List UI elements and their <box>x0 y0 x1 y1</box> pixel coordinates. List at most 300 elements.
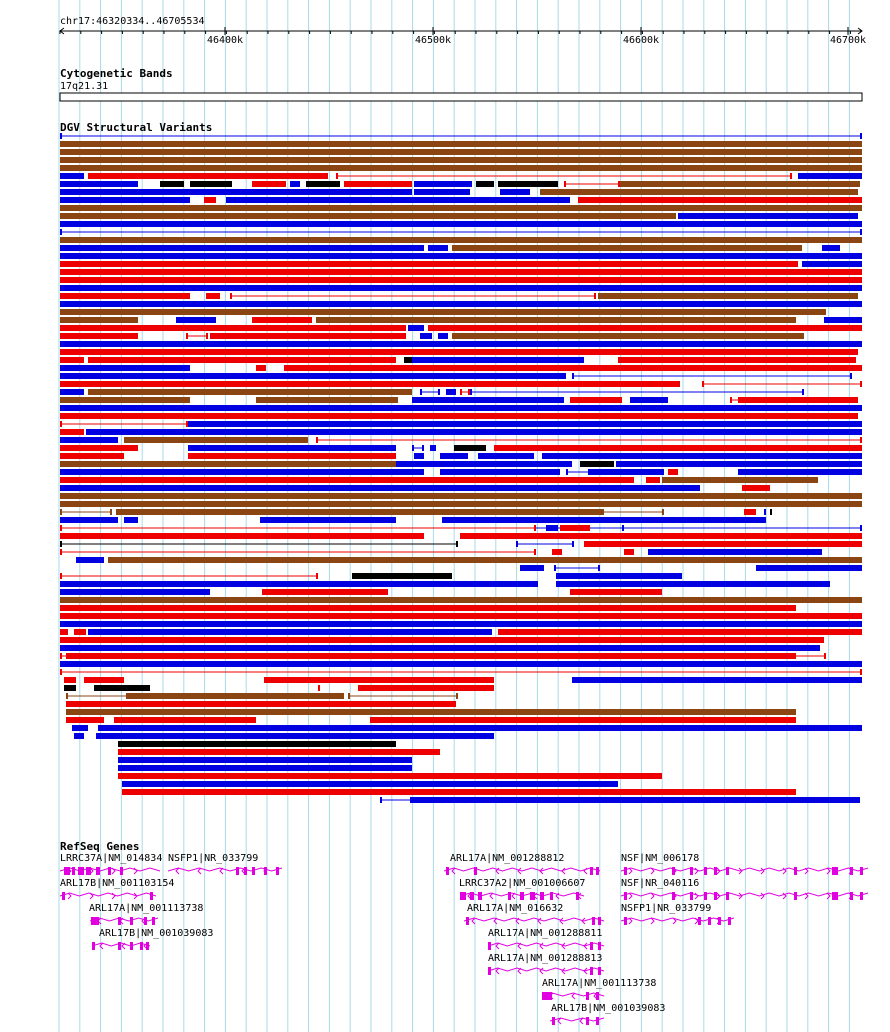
dgv-variant-cap <box>850 373 852 379</box>
cytoband-track-title[interactable]: Cytogenetic Bands <box>60 67 173 80</box>
dgv-variant <box>414 189 470 195</box>
dgv-variant <box>66 701 456 707</box>
dgv-variant <box>580 461 614 467</box>
dgv-variant-cap <box>534 549 536 555</box>
dgv-variant-cap <box>468 389 470 395</box>
dgv-variant <box>60 429 84 435</box>
dgv-variant <box>204 197 216 203</box>
gene-exon <box>152 917 155 925</box>
dgv-variant <box>552 549 562 555</box>
gene-strand-arrow <box>695 893 698 899</box>
dgv-variant-cap <box>790 173 792 179</box>
dgv-variant <box>648 549 822 555</box>
dgv-variant-cap <box>186 421 188 427</box>
dgv-variant <box>88 389 412 395</box>
dgv-variant-cap <box>206 333 208 339</box>
dgv-variant-cap <box>438 389 440 395</box>
gene-exon <box>598 942 601 950</box>
dgv-variant <box>802 261 862 267</box>
dgv-variant <box>452 333 804 339</box>
gene-intron <box>60 893 156 896</box>
gene-exon <box>446 867 449 875</box>
cytoband-bar <box>60 93 862 101</box>
gene-label[interactable]: NSFP1|NR_033799 <box>621 903 712 914</box>
dgv-variant <box>570 397 622 403</box>
dgv-variant <box>60 349 858 355</box>
gene-label[interactable]: NSFP1|NR_033799 <box>168 853 259 864</box>
dgv-variant <box>620 181 860 187</box>
dgv-variant <box>60 357 84 363</box>
dgv-variant <box>264 677 494 683</box>
dgv-variant-cap <box>380 797 382 803</box>
dgv-variant-cap <box>460 389 462 395</box>
dgv-variant <box>60 269 862 275</box>
dgv-variant <box>252 181 286 187</box>
dgv-variant-cap <box>60 525 62 531</box>
dgv-variant-cap <box>860 229 862 235</box>
gene-exon <box>726 867 729 875</box>
dgv-variant <box>60 245 424 251</box>
gene-strand-arrow <box>629 918 632 924</box>
dgv-variant <box>546 525 558 531</box>
gene-exon <box>552 1017 555 1025</box>
dgv-variant <box>742 485 770 491</box>
dgv-variant <box>60 237 862 243</box>
dgv-variant-cap <box>730 397 732 403</box>
dgv-variant <box>428 245 448 251</box>
dgv-variant <box>370 717 796 723</box>
dgv-variant-cap <box>316 437 318 443</box>
dgv-variant <box>440 453 468 459</box>
dgv-variant <box>404 357 412 363</box>
dgv-variant <box>60 381 680 387</box>
dgv-variant <box>74 629 86 635</box>
dgv-variant <box>572 677 862 683</box>
gene-exon <box>130 917 133 925</box>
dgv-variant <box>210 333 406 339</box>
dgv-variant <box>98 725 862 731</box>
dgv-variant <box>160 181 184 187</box>
gene-exon <box>728 917 731 925</box>
dgv-variant <box>118 765 412 771</box>
dgv-variant <box>60 597 862 603</box>
dgv-variant-cap <box>554 565 556 571</box>
dgv-variant-cap <box>186 333 188 339</box>
dgv-variant <box>290 181 300 187</box>
dgv-variant <box>60 581 538 587</box>
dgv-variant <box>88 629 492 635</box>
dgv-variant <box>430 445 436 451</box>
dgv-variant <box>578 197 862 203</box>
dgv-variant <box>630 397 668 403</box>
gene-exon <box>64 867 70 875</box>
dgv-variant <box>88 357 396 363</box>
dgv-variant <box>262 589 388 595</box>
gene-strand-arrow <box>629 868 632 874</box>
dgv-variant <box>60 301 862 307</box>
dgv-variant <box>306 181 340 187</box>
dgv-variant-cap <box>470 389 472 395</box>
gene-exon <box>690 867 693 875</box>
dgv-variant <box>72 725 88 731</box>
gene-strand-arrow <box>629 893 632 899</box>
dgv-variant <box>66 709 796 715</box>
dgv-variant <box>60 533 424 539</box>
dgv-variant <box>60 461 396 467</box>
gene-label[interactable]: ARL17A|NM_001288811 <box>488 928 603 939</box>
dgv-variant <box>60 221 862 227</box>
gene-exon <box>252 867 255 875</box>
dgv-variant-cap <box>66 693 68 699</box>
gene-exon <box>690 892 693 900</box>
cytoband-label: 17q21.31 <box>60 81 109 92</box>
dgv-variant <box>412 357 584 363</box>
dgv-variant-track[interactable] <box>60 133 862 803</box>
dgv-variant <box>60 605 796 611</box>
dgv-variant-cap <box>738 397 740 403</box>
dgv-variant <box>60 157 862 163</box>
dgv-variant <box>408 325 424 331</box>
gene-intron <box>444 868 600 871</box>
gene-exon <box>596 1017 599 1025</box>
gene-exon <box>704 867 707 875</box>
gene-exon <box>590 867 593 875</box>
gene-exon <box>598 967 601 975</box>
dgv-variant <box>420 333 432 339</box>
gene-label[interactable]: ARL17A|NM_016632 <box>467 903 564 914</box>
position-ruler[interactable] <box>60 27 862 35</box>
dgv-variant <box>60 173 84 179</box>
gene-exon <box>72 867 75 875</box>
dgv-variant <box>498 181 558 187</box>
gene-exon <box>550 892 553 900</box>
dgv-variant <box>188 421 862 427</box>
dgv-variant <box>176 317 216 323</box>
gene-intron <box>621 868 868 871</box>
gene-exon <box>794 892 797 900</box>
dgv-variant <box>88 173 328 179</box>
gene-exon <box>590 942 593 950</box>
dgv-variant <box>556 581 830 587</box>
gene-label[interactable]: NSF|NR_040116 <box>621 878 700 889</box>
dgv-variant <box>556 573 682 579</box>
dgv-variant <box>64 677 76 683</box>
gene-label[interactable]: ARL17A|NM_001288813 <box>488 953 603 964</box>
dgv-variant <box>60 341 862 347</box>
dgv-variant-cap <box>534 525 536 531</box>
dgv-variant-cap <box>572 373 574 379</box>
gene-strand-arrow <box>134 868 137 874</box>
dgv-variant-cap <box>824 653 826 659</box>
gene-label[interactable]: ARL17A|NM_001113738 <box>89 903 204 914</box>
dgv-variant <box>124 517 138 523</box>
dgv-variant-cap <box>60 509 62 515</box>
gene-exon <box>832 867 838 875</box>
dgv-variant <box>646 477 660 483</box>
dgv-variant <box>316 317 796 323</box>
gene-exon <box>794 867 797 875</box>
dgv-variant <box>500 189 530 195</box>
dgv-variant-cap <box>420 389 422 395</box>
ruler-tick-label: 46500k <box>414 35 452 46</box>
dgv-variant <box>624 549 634 555</box>
dgv-variant <box>478 453 534 459</box>
dgv-variant <box>96 733 494 739</box>
dgv-variant <box>60 661 862 667</box>
dgv-variant <box>344 181 412 187</box>
dgv-variant <box>590 469 664 475</box>
dgv-variant <box>438 333 448 339</box>
dgv-variant-cap <box>622 525 624 531</box>
dgv-variant <box>260 517 396 523</box>
gene-exon <box>596 867 599 875</box>
dgv-variant <box>60 253 862 259</box>
dgv-variant <box>668 469 678 475</box>
dgv-variant <box>60 645 820 651</box>
dgv-variant <box>60 141 862 147</box>
gene-exon <box>108 867 111 875</box>
dgv-variant <box>318 685 320 691</box>
dgv-variant <box>226 197 570 203</box>
gene-exon <box>120 867 123 875</box>
gene-exon <box>708 917 711 925</box>
gene-label[interactable]: LRRC37A|NM_014834 <box>60 853 163 864</box>
dgv-variant-cap <box>60 421 62 427</box>
gene-strand-arrow <box>112 893 115 899</box>
gene-exon <box>832 892 838 900</box>
dgv-variant <box>60 149 862 155</box>
gene-exon <box>704 892 707 900</box>
dgv-variant <box>84 677 124 683</box>
dgv-variant <box>60 477 634 483</box>
dgv-variant-cap <box>598 565 600 571</box>
gene-strand-arrow <box>68 893 71 899</box>
gene-label[interactable]: NSF|NM_006178 <box>621 853 700 864</box>
ruler-tick-label: 46400k <box>206 35 244 46</box>
dgv-variant <box>540 189 858 195</box>
dgv-variant <box>744 509 756 515</box>
gene-exon <box>508 892 511 900</box>
dgv-variant-cap <box>60 541 62 547</box>
dgv-variant <box>60 317 138 323</box>
dgv-variant-cap <box>410 797 412 803</box>
dgv-variant <box>60 165 862 171</box>
dgv-variant <box>60 637 824 643</box>
dgv-variant-cap <box>802 389 804 395</box>
dgv-variant <box>756 565 862 571</box>
gene-label[interactable]: ARL17B|NM_001039083 <box>99 928 214 939</box>
dgv-variant <box>822 245 840 251</box>
gene-exon <box>624 892 627 900</box>
dgv-variant <box>284 365 862 371</box>
dgv-variant <box>76 557 104 563</box>
dgv-variant <box>60 589 210 595</box>
gene-exon <box>150 892 153 900</box>
dgv-variant <box>60 325 406 331</box>
gene-exon <box>540 892 544 900</box>
dgv-variant <box>118 757 412 763</box>
dgv-variant <box>798 173 862 179</box>
dgv-variant <box>454 445 486 451</box>
dgv-variant-cap <box>662 509 664 515</box>
dgv-variant <box>60 285 862 291</box>
dgv-variant <box>824 317 862 323</box>
dgv-variant <box>118 741 396 747</box>
dgv-variant <box>446 389 456 395</box>
dgv-variant-cap <box>702 381 704 387</box>
dgv-variant <box>60 517 118 523</box>
dgv-variant-cap <box>60 653 62 659</box>
gene-exon <box>590 967 593 975</box>
gene-exon <box>586 1017 589 1025</box>
dgv-variant-cap <box>588 469 590 475</box>
dgv-variant-cap <box>60 229 62 235</box>
dgv-variant <box>60 277 862 283</box>
dgv-variant <box>66 653 796 659</box>
dgv-variant <box>60 629 68 635</box>
dgv-variant <box>618 357 856 363</box>
dgv-variant-cap <box>618 181 620 187</box>
gene-label[interactable]: LRRC37A2|NM_001006607 <box>459 878 586 889</box>
gene-label[interactable]: ARL17A|NM_001288812 <box>450 853 565 864</box>
dgv-variant-cap <box>594 293 596 299</box>
dgv-variant-cap <box>516 541 518 547</box>
gene-intron <box>621 893 868 896</box>
dgv-variant <box>584 541 862 547</box>
dgv-variant <box>412 397 564 403</box>
dgv-variant <box>60 333 138 339</box>
dgv-variant <box>206 293 220 299</box>
gene-exon <box>586 992 589 1000</box>
dgv-variant-cap <box>126 693 128 699</box>
refseq-gene-track[interactable] <box>60 867 868 1025</box>
gene-exon <box>276 867 279 875</box>
dgv-variant <box>188 453 396 459</box>
dgv-variant <box>118 773 662 779</box>
gene-exon <box>624 867 627 875</box>
gene-exon <box>592 917 595 925</box>
dgv-variant <box>94 685 150 691</box>
gene-strand-arrow <box>562 868 565 874</box>
dgv-variant <box>118 749 440 755</box>
gene-exon <box>96 867 100 875</box>
dgv-variant <box>396 461 572 467</box>
dgv-variant <box>86 429 862 435</box>
dgv-variant <box>60 205 862 211</box>
gene-strand-arrow <box>761 893 764 899</box>
dgv-variant <box>60 445 138 451</box>
dgv-variant <box>442 517 766 523</box>
dgv-variant <box>122 789 796 795</box>
dgv-variant <box>60 189 412 195</box>
dgv-variant <box>116 509 602 515</box>
dgv-variant-cap <box>456 693 458 699</box>
dgv-variant-cap <box>602 509 604 515</box>
gene-exon <box>598 917 601 925</box>
dgv-variant <box>60 437 118 443</box>
dgv-variant <box>60 493 862 499</box>
gene-label[interactable]: ARL17A|NM_001113738 <box>542 978 657 989</box>
dgv-variant <box>60 261 798 267</box>
cytoband-track[interactable] <box>60 93 862 101</box>
gene-exon <box>488 942 491 950</box>
gene-exon <box>62 892 65 900</box>
dgv-variant-cap <box>566 469 568 475</box>
dgv-variant <box>124 437 308 443</box>
gene-exon <box>118 942 121 950</box>
dgv-variant-cap <box>336 173 338 179</box>
dgv-variant <box>560 525 590 531</box>
gene-strand-arrow <box>761 868 764 874</box>
dgv-variant-cap <box>860 525 862 531</box>
dgv-variant <box>60 469 424 475</box>
gene-strand-arrow <box>220 868 223 874</box>
gene-strand-arrow <box>490 893 493 899</box>
dgv-variant <box>678 213 858 219</box>
dgv-variant-cap <box>412 445 414 451</box>
dgv-variant <box>460 533 862 539</box>
gene-exon <box>140 942 143 950</box>
dgv-variant <box>358 685 494 691</box>
dgv-variant <box>598 293 858 299</box>
gene-label[interactable]: ARL17B|NM_001103154 <box>60 878 175 889</box>
dgv-variant <box>494 445 862 451</box>
dgv-variant-cap <box>60 549 62 555</box>
dgv-variant <box>60 413 858 419</box>
gene-exon <box>714 892 717 900</box>
gene-strand-arrow <box>584 868 587 874</box>
dgv-variant-cap <box>316 573 318 579</box>
dgv-variant <box>128 693 344 699</box>
refseq-track-title[interactable]: RefSeq Genes <box>60 840 140 853</box>
dgv-variant <box>476 181 494 187</box>
dgv-variant <box>60 453 124 459</box>
gene-exon <box>478 892 482 900</box>
gene-label[interactable]: ARL17B|NM_001039083 <box>551 1003 666 1014</box>
gene-exon <box>460 892 466 900</box>
dgv-variant <box>60 485 700 491</box>
dgv-variant <box>520 565 544 571</box>
dgv-variant <box>428 325 862 331</box>
dgv-variant-cap <box>860 669 862 675</box>
dgv-variant <box>60 181 138 187</box>
dgv-track-title[interactable]: DGV Structural Variants <box>60 121 213 134</box>
dgv-variant <box>60 197 190 203</box>
dgv-variant <box>60 405 862 411</box>
dgv-variant <box>66 717 104 723</box>
dgv-variant-cap <box>230 293 232 299</box>
dgv-variant-cap <box>348 693 350 699</box>
gene-strand-arrow <box>695 868 698 874</box>
dgv-variant <box>60 373 566 379</box>
dgv-variant <box>662 477 818 483</box>
gene-exon <box>624 917 627 925</box>
dgv-variant <box>108 557 862 563</box>
dgv-variant-cap <box>422 445 424 451</box>
gene-exon <box>130 942 133 950</box>
gene-exon <box>78 867 84 875</box>
dgv-variant <box>60 365 190 371</box>
dgv-variant <box>452 245 802 251</box>
dgv-variant <box>60 397 190 403</box>
gene-strand-arrow <box>512 893 515 899</box>
dgv-variant-cap <box>860 437 862 443</box>
gene-exon <box>714 867 717 875</box>
dgv-variant-cap <box>860 381 862 387</box>
dgv-variant <box>414 181 472 187</box>
dgv-variant <box>64 685 76 691</box>
dgv-variant <box>414 453 424 459</box>
